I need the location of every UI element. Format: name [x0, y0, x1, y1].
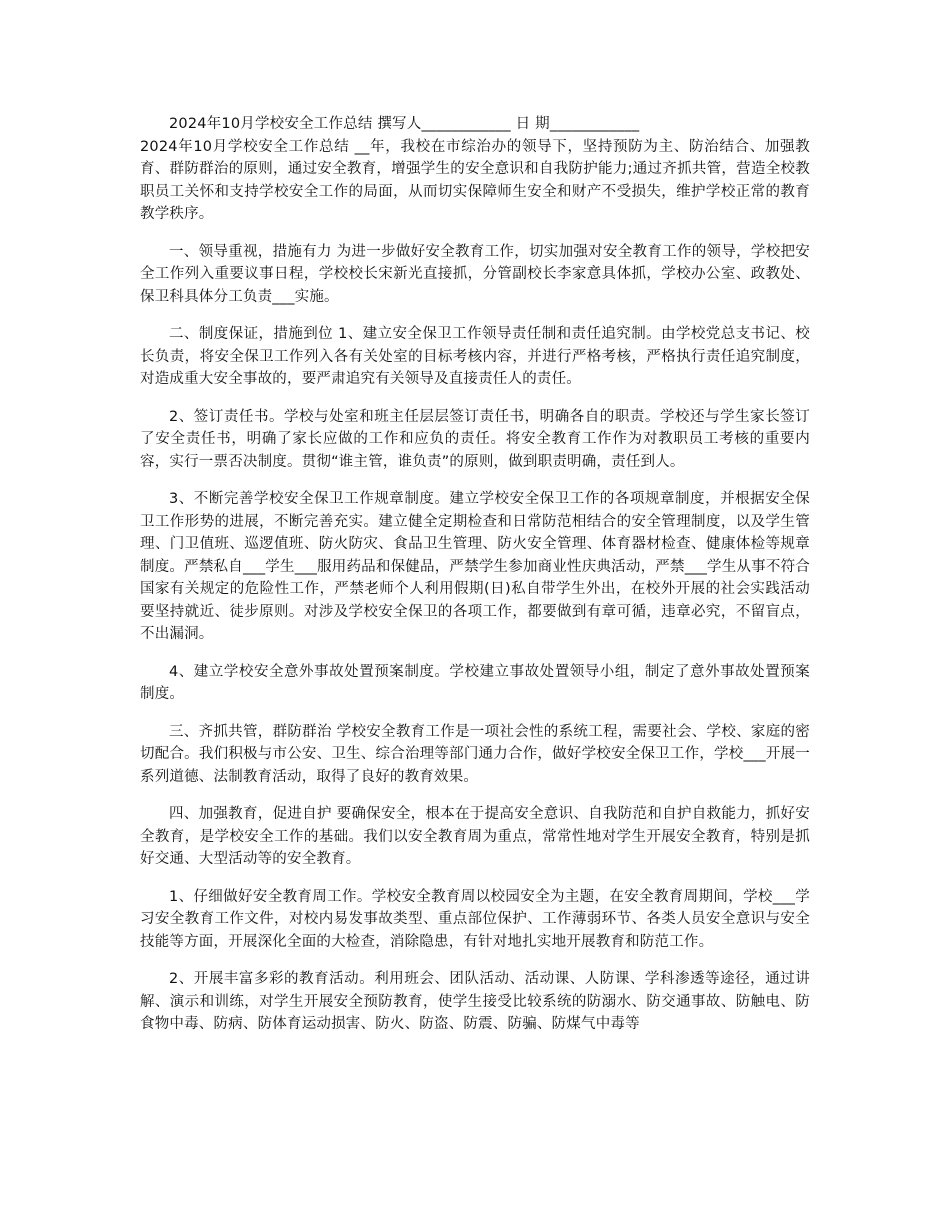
paragraph-section-3: 三、齐抓共管，群防群治 学校安全教育工作是一项社会性的系统工程，需要社会、学校、家庭的密切配合。我们积极与市公安、卫生、综合治理等部门通力合作，做好学校安全保卫工作，学校___开展一系列道德、法制教育活动，取得了良好的教育效果。	[140, 723, 810, 785]
document-body	[140, 113, 810, 1051]
paragraph-item-3: 3、不断完善学校安全保卫工作规章制度。建立学校安全保卫工作的各项规章制度，并根据安全保卫工作形势的进展，不断完善充实。建立健全定期检查和日常防范相结合的安全管理制度，以及学生管理、门卫值班、巡逻值班、防火防灾、食品卫生管理、防火安全管理、体育器材检查、健康体检等规章制度。严禁私自___学生___服用药品和保健品，严禁学生参加商业性庆典活动，严禁___学生从事不符合国家有关规定的危险性工作，严禁老师个人利用假期(日)私自带学生外出，在校外开展的社会实践活动要坚持就近、徒步原则。对涉及学校安全保卫的各项工作，都要做到有章可循，违章必究，不留盲点，不出漏洞。	[140, 491, 810, 642]
paragraph-item-4: 4、建立学校安全意外事故处置预案制度。学校建立事故处置领导小组，制定了意外事故处置预案制度。	[140, 663, 810, 702]
paragraph-edu-item-2: 2、开展丰富多彩的教育活动。利用班会、团队活动、活动课、人防课、学科渗透等途径，通过讲解、演示和训练，对学生开展安全预防教育，使学生接受比较系统的防溺水、防交通事故、防触电、防食物中毒、防病、防体育运动损害、防火、防盗、防震、防骗、防煤气中毒等	[140, 971, 810, 1032]
paragraph-section-2: 二、制度保证，措施到位 1、建立安全保卫工作领导责任制和责任追究制。由学校党总支书记、校长负责，将安全保卫工作列入各有关处室的目标考核内容，并进行严格考核，严格执行责任追究制度，对造成重大安全事故的，要严肃追究有关领导及直接责任人的责任。	[140, 326, 810, 387]
header-line: 2024年10月学校安全工作总结 撰写人____________ 日 期____________	[169, 116, 640, 132]
paragraph-section-1: 一、领导重视，措施有力 为进一步做好安全教育工作，切实加强对安全教育工作的领导，学校把安全工作列入重要议事日程，学校校长宋新光直接抓，分管副校长李家意具体抓，学校办公室、政教处、保卫科具体分工负责___实施。	[140, 243, 810, 305]
paragraph-section-4: 四、加强教育，促进自护 要确保安全，根本在于提高安全意识、自我防范和自护自救能力，抓好安全教育，是学校安全工作的基础。我们以安全教育周为重点，常常性地对学生开展安全教育，特别是抓好交通、大型活动等的安全教育。	[140, 806, 810, 867]
paragraph-edu-item-1: 1、仔细做好安全教育周工作。学校安全教育周以校园安全为主题，在安全教育周期间，学校___学习安全教育工作文件，对校内易发事故类型、重点部位保护、工作薄弱环节、各类人员安全意识与安全技能等方面，开展深化全面的大检查，消除隐患，有针对地扎实地开展教育和防范工作。	[140, 888, 810, 950]
paragraph-item-2: 2、签订责任书。学校与处室和班主任层层签订责任书，明确各自的职责。学校还与学生家长签订了安全责任书，明确了家长应做的工作和应负的责任。将安全教育工作作为对教职员工考核的重要内容，实行一票否决制度。贯彻“谁主管，谁负责”的原则，做到职责明确，责任到人。	[140, 408, 810, 470]
paragraph-intro: 2024年10月学校安全工作总结 __年，我校在市综治办的领导下，坚持预防为主、防治结合、加强教育、群防群治的原则，通过安全教育，增强学生的安全意识和自我防护能力;通过齐抓共管，营造全校教职员工关怀和支持学校安全工作的局面，从而切实保障师生安全和财产不受损失，维护学校正常的教育教学秩序。	[140, 138, 810, 222]
